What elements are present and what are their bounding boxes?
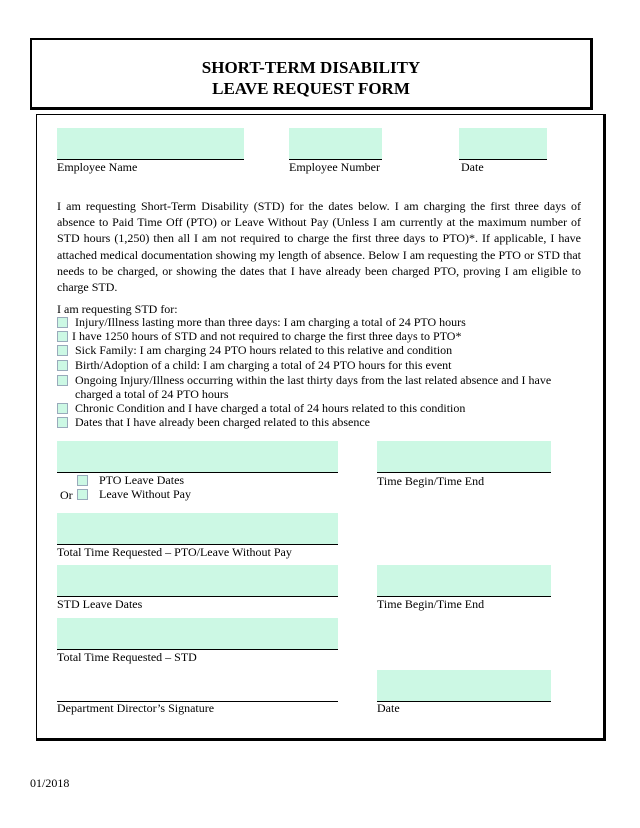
options-heading: I am requesting STD for: [57,302,178,316]
option-label-ongoing-injury-cont: charged a total of 24 PTO hours [75,387,229,401]
form-title-line-2: LEAVE REQUEST FORM [212,79,410,98]
pto-leave-dates-label: PTO Leave Dates [99,473,185,487]
total-time-std-field[interactable] [57,618,338,650]
employee-number-field[interactable] [289,128,382,160]
std-leave-dates-label: STD Leave Dates [57,597,143,611]
option-label-sick-family: Sick Family: I am charging 24 PTO hours related to this relative and condition [75,343,453,357]
employee-number-label: Employee Number [289,160,380,174]
time-begin-end-field-1[interactable] [377,441,551,473]
time-begin-end-label-2: Time Begin/Time End [377,597,485,611]
date-label: Date [461,160,484,174]
pto-leave-dates-checkbox[interactable] [77,475,88,486]
total-time-pto-field[interactable] [57,513,338,545]
revision-date: 01/2018 [30,776,70,790]
director-signature-label: Department Director’s Signature [57,701,215,715]
form-title-box [30,38,593,110]
intro-paragraph: I am requesting Short-Term Disability (STD) for the dates below. I am charging the first three days of absence to Paid Time Off (PTO) or Leave Without Pay (Unless I am currently at the maximum number of STD hours (1,250) then all I am not required to charge the first three days to PTO)*. If applicable, I have attached medical documentation showing my length of absence. Below I am requesting the PTO or STD that needs to be charged, or showing the dates that I have already been charged PTO, proving I am eligible to charge STD. [57,199,581,295]
date-field[interactable] [459,128,547,160]
option-checkbox-birth-adoption[interactable] [57,360,68,371]
total-time-pto-label: Total Time Requested – PTO/Leave Without Pay [57,545,292,559]
or-label: Or [60,488,73,502]
signature-date-label: Date [377,701,400,715]
option-checkbox-already-charged[interactable] [57,417,68,428]
option-label-injury: Injury/Illness lasting more than three days: I am charging a total of 24 PTO hours [75,315,466,329]
option-label-chronic: Chronic Condition and I have charged a total of 24 hours related to this condition [75,401,466,415]
option-label-already-charged: Dates that I have already been charged related to this absence [75,415,370,429]
employee-name-label: Employee Name [57,160,138,174]
option-checkbox-ongoing-injury[interactable] [57,375,68,386]
option-checkbox-chronic[interactable] [57,403,68,414]
pto-leave-dates-field[interactable] [57,441,338,473]
option-checkbox-injury[interactable] [57,317,68,328]
time-begin-end-field-2[interactable] [377,565,551,597]
form-title-line-1: SHORT-TERM DISABILITY [201,58,421,77]
signature-date-field[interactable] [377,670,551,702]
director-signature-line[interactable] [57,670,338,702]
option-label-birth-adoption: Birth/Adoption of a child: I am charging a total of 24 PTO hours for this event [75,358,452,372]
leave-without-pay-label: Leave Without Pay [99,487,191,501]
time-begin-end-label-1: Time Begin/Time End [377,474,485,488]
option-checkbox-sick-family[interactable] [57,345,68,356]
option-label-ongoing-injury: Ongoing Injury/Illness occurring within the last thirty days from the last related absence and I have [75,373,552,387]
total-time-std-label: Total Time Requested – STD [57,650,197,664]
employee-name-field[interactable] [57,128,244,160]
option-checkbox-1250-hours[interactable] [57,331,68,342]
std-leave-dates-field[interactable] [57,565,338,597]
option-label-1250-hours: I have 1250 hours of STD and not required to charge the first three days to PTO* [72,329,462,343]
leave-without-pay-checkbox[interactable] [77,489,88,500]
